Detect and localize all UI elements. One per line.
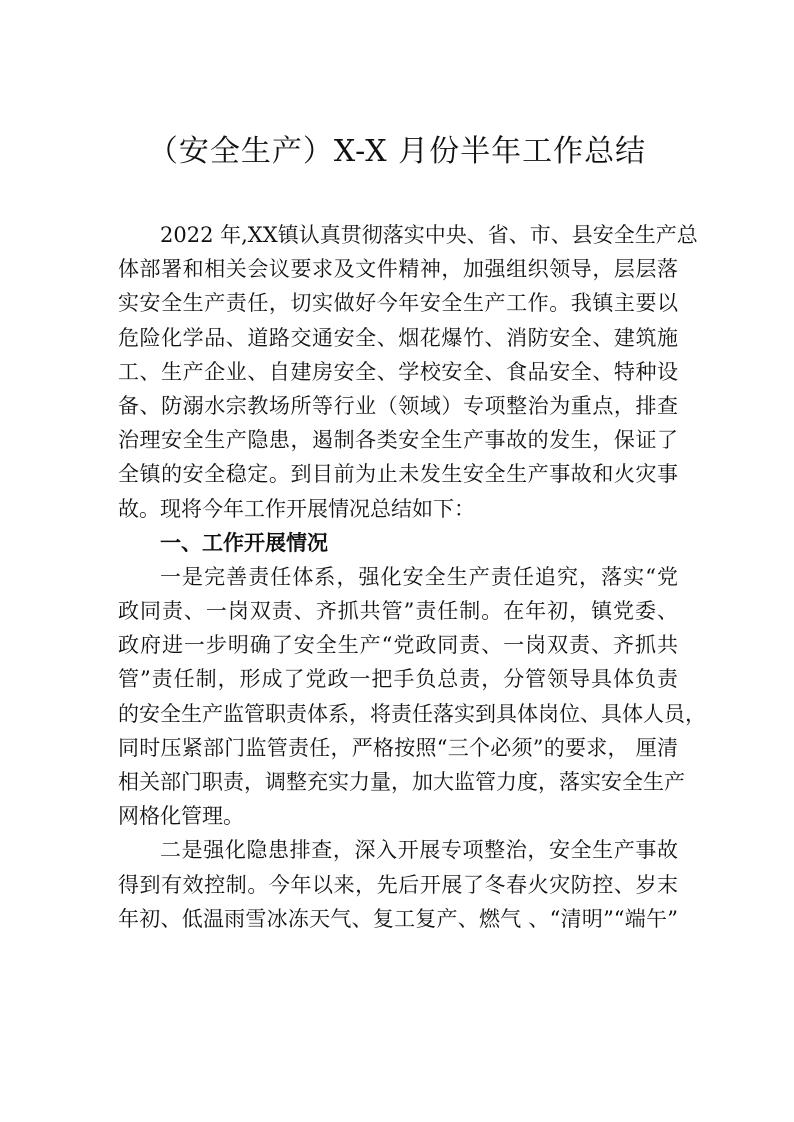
- paragraph-line: 一是完善责任体系，强化安全生产责任追究，落实“党: [160, 564, 678, 589]
- paragraph-line: 的安全生产监管职责体系，将责任落实到具体岗位、具体人员，: [118, 701, 706, 726]
- paragraph-line: 政同责、一岗双责、齐抓共管”责任制。在年初，镇党委、: [118, 599, 678, 624]
- paragraph-line: 政府进一步明确了安全生产“党政同责、一岗双责、齐抓共: [118, 633, 678, 658]
- paragraph-line: 相关部门职责，调整充实力量，加大监管力度，落实安全生产: [118, 770, 685, 794]
- paragraph-line: 治理安全生产隐患，遏制各类安全生产事故的发生，保证了: [118, 428, 678, 453]
- paragraph-line: 年初、低温雨雪冰冻天气、复工复产、燃气 、“清明”“端午”: [118, 906, 678, 931]
- paragraph-line: 得到有效控制。今年以来，先后开展了冬春火灾防控、岁末: [118, 872, 678, 897]
- paragraph-line: 网格化管理。: [118, 804, 244, 829]
- document-body: [118, 218, 706, 936]
- paragraph-line: 危险化学品、道路交通安全、烟花爆竹、消防安全、建筑施: [118, 325, 678, 350]
- section-heading: 一、工作开展情况: [160, 530, 328, 555]
- paragraph-line: 工、生产企业、自建房安全、学校安全、食品安全、特种设: [118, 359, 678, 384]
- paragraph-line: 实安全生产责任，切实做好今年安全生产工作。我镇主要以: [118, 291, 678, 316]
- paragraph-line: 全镇的安全稳定。到目前为止未发生安全生产事故和火灾事: [118, 462, 678, 487]
- document-title: （安全生产）X-X 月份半年工作总结: [147, 134, 647, 169]
- paragraph-line: 2022 年,XX镇认真贯彻落实中央、省、市、县安全生产总: [160, 223, 698, 247]
- paragraph-line: 同时压紧部门监管责任，严格按照“三个必须”的要求， 厘清: [118, 735, 678, 760]
- paragraph-line: 管”责任制，形成了党政一把手负总责，分管领导具体负责: [118, 667, 678, 692]
- paragraph-line: 体部署和相关会议要求及文件精神，加强组织领导，层层落: [118, 257, 678, 282]
- paragraph-line: 二是强化隐患排查，深入开展专项整治，安全生产事故: [160, 838, 678, 863]
- paragraph-line: 备、防溺水宗教场所等行业（领域）专项整治为重点，排查: [118, 393, 678, 418]
- paragraph-line: 故。现将今年工作开展情况总结如下：: [118, 496, 475, 521]
